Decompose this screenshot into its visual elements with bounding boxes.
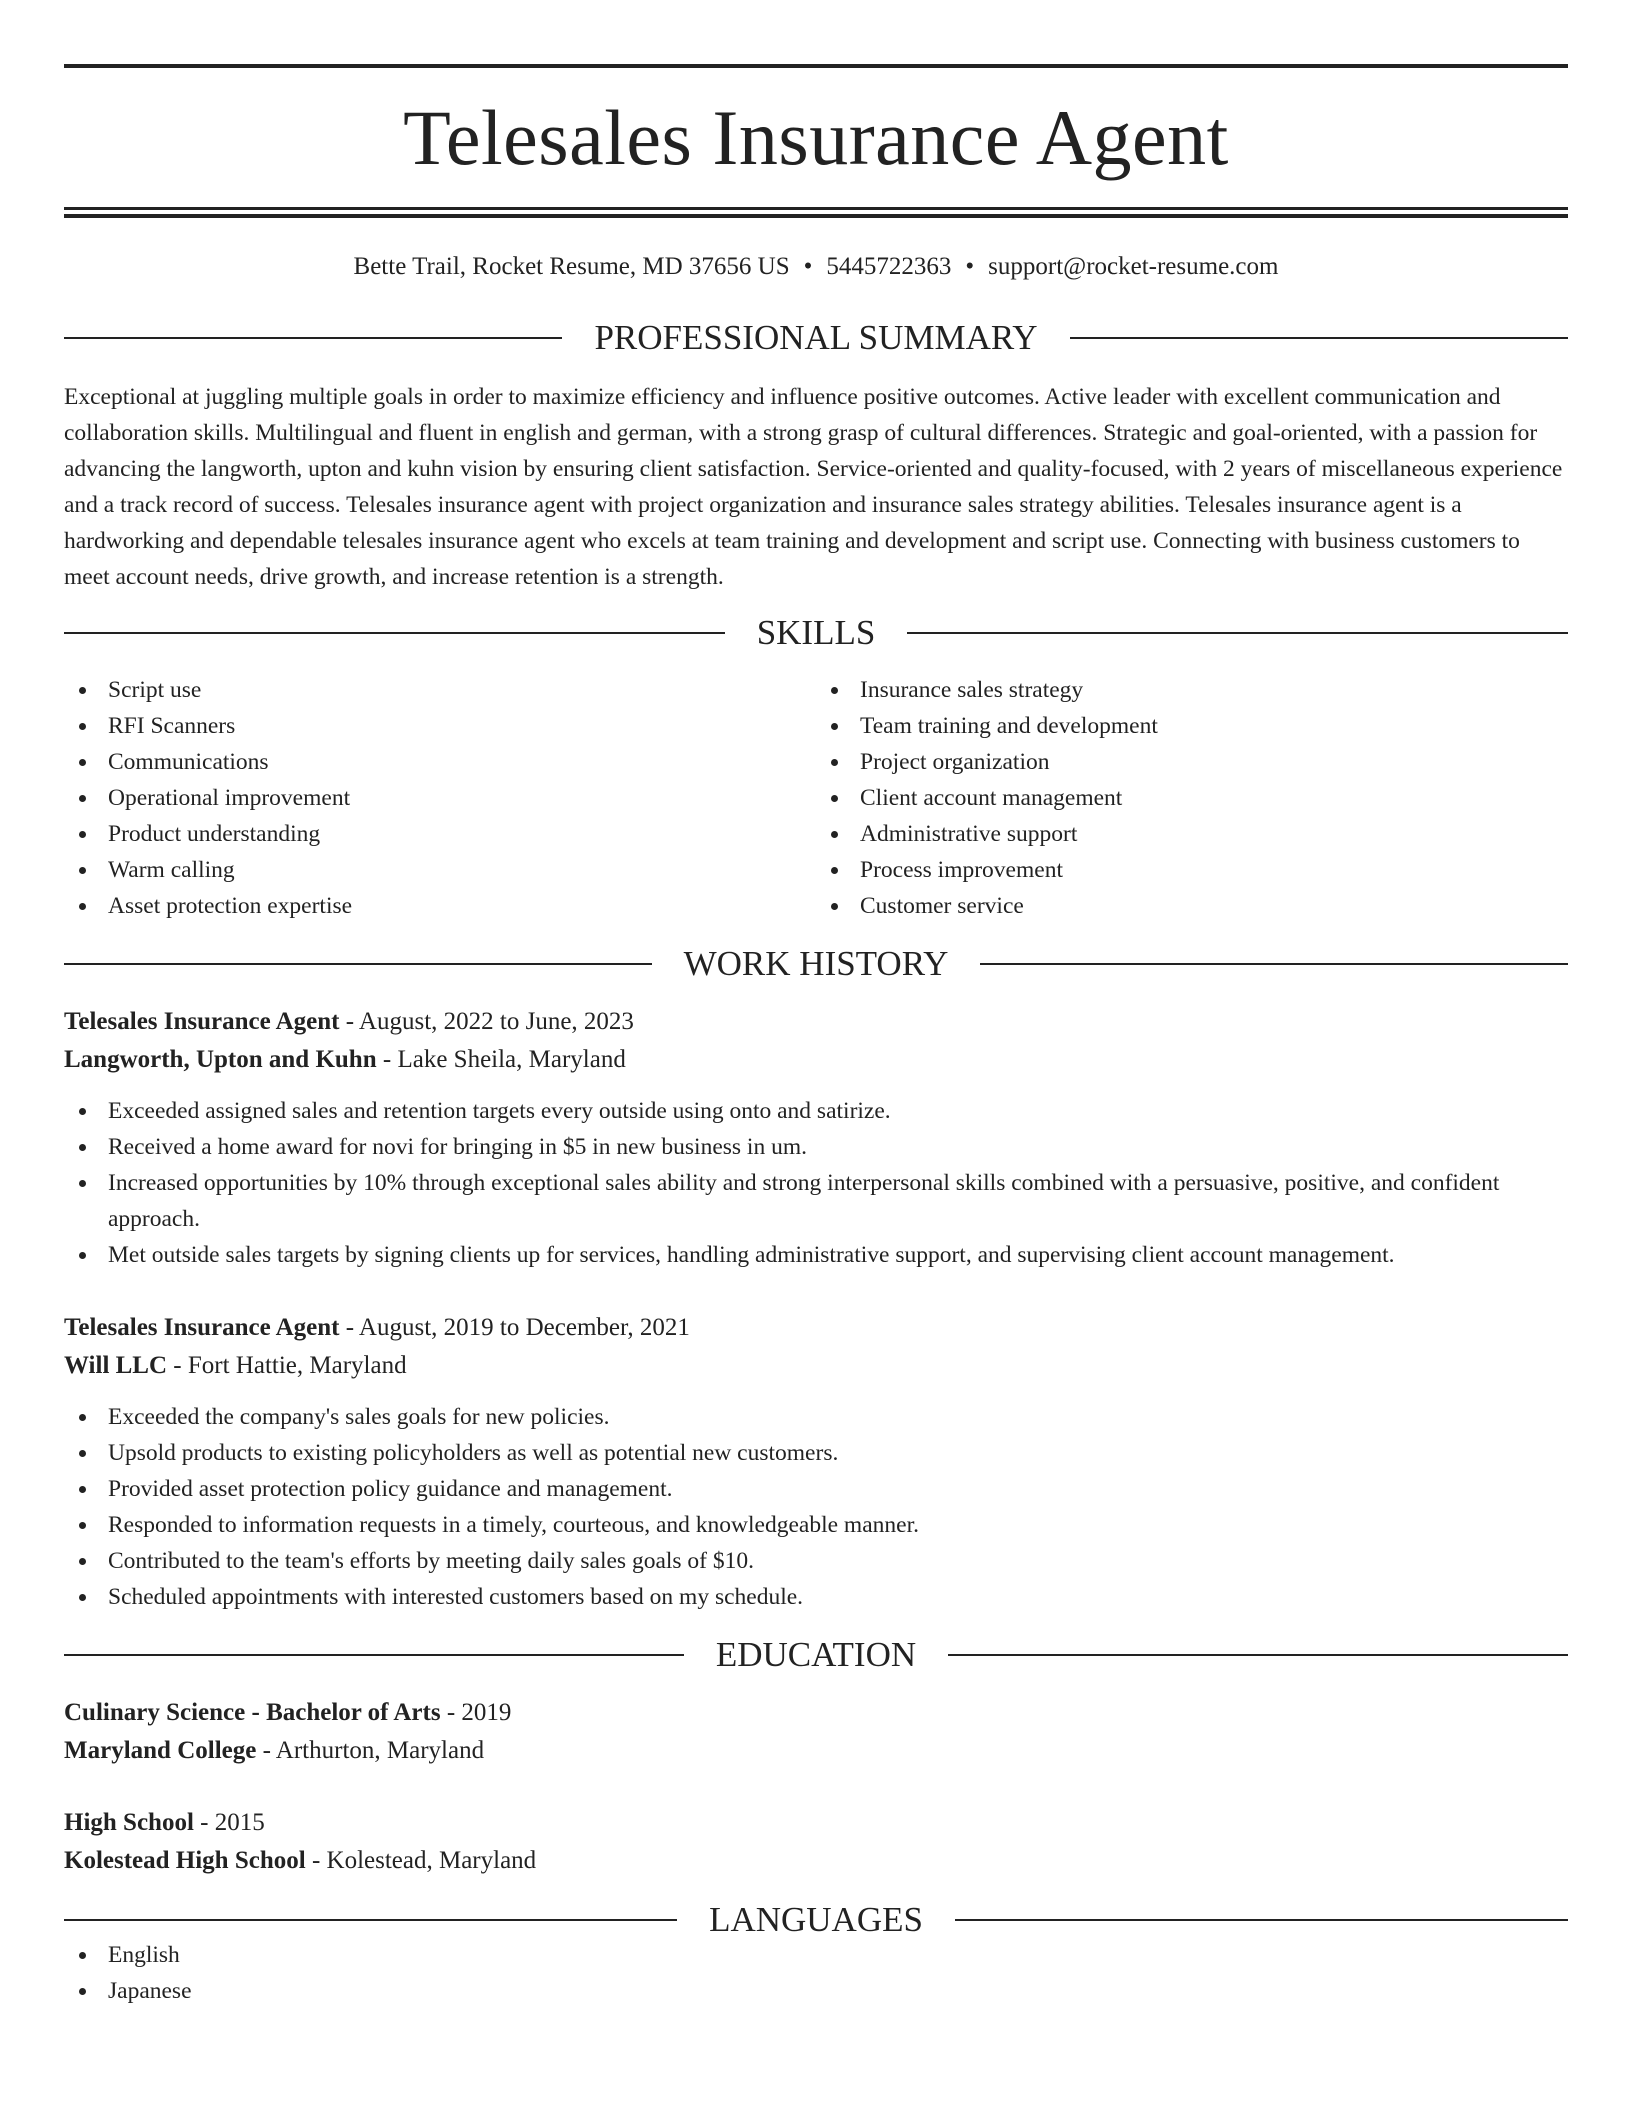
bullet-dot: [79, 867, 86, 874]
languages-heading: LANGUAGES: [709, 1900, 923, 1939]
job-company: Will LLC: [64, 1352, 168, 1379]
job-bullet-text: Increased opportunities by 10% through exceptional sales ability and strong interpersonal skills combined with a persuasive, positive, and confident approach.: [108, 1170, 1500, 1232]
bullet-dot: [79, 1558, 86, 1565]
skill-item: [64, 816, 816, 852]
language-label: English: [108, 1942, 180, 1968]
language-item: [64, 1973, 1568, 2009]
skill-item: [64, 780, 816, 816]
education-degree: Culinary Science - Bachelor of Arts: [64, 1699, 441, 1726]
heading-rule-right: [1070, 337, 1568, 339]
contact-separator: •: [803, 253, 813, 280]
languages-list: [64, 1937, 1568, 2009]
skill-label: Insurance sales strategy: [860, 677, 1084, 703]
work-history-section-heading: [64, 946, 1568, 981]
skill-item: [816, 888, 1568, 924]
job-bullet: [64, 1579, 1568, 1615]
skill-label: Project organization: [860, 749, 1050, 775]
skill-item: [816, 744, 1568, 780]
skill-label: Operational improvement: [108, 785, 351, 811]
job-bullet-text: Upsold products to existing policyholders as well as potential new customers.: [108, 1440, 839, 1466]
job-bullet-text: Scheduled appointments with interested customers based on my schedule.: [108, 1584, 804, 1610]
bullet-dot: [79, 1180, 86, 1187]
job-dates: - August, 2019 to December, 2021: [339, 1314, 690, 1341]
bullet-dot: [831, 759, 838, 766]
skill-label: Team training and development: [860, 713, 1158, 739]
job-entry: [64, 1309, 1568, 1615]
heading-rule-left: [64, 632, 725, 634]
heading-rule-left: [64, 1919, 677, 1921]
job-bullet-text: Received a home award for novi for bringing in $5 in new business in um.: [108, 1134, 807, 1160]
education-year: - 2015: [193, 1809, 265, 1836]
job-bullet-text: Provided asset protection policy guidance and management.: [108, 1476, 673, 1502]
skill-item: [816, 780, 1568, 816]
contact-separator: •: [965, 253, 975, 280]
education-entry: [64, 1694, 1568, 1770]
bullet-dot: [79, 1252, 86, 1259]
heading-rule-left: [64, 337, 562, 339]
contact-address: Bette Trail, Rocket Resume, MD 37656 US: [353, 253, 790, 280]
skill-item: [816, 708, 1568, 744]
education-degree-line: [64, 1804, 1568, 1842]
job-company-line: [64, 1347, 1568, 1385]
skills-grid: [64, 672, 1568, 924]
skills-column-left: [64, 672, 816, 924]
job-bullet-text: Exceeded the company's sales goals for new policies.: [108, 1404, 610, 1430]
bullet-dot: [79, 1952, 86, 1959]
education-school: Maryland College: [64, 1737, 257, 1764]
job-title-line: [64, 1309, 1568, 1347]
contact-email: support@rocket-resume.com: [988, 253, 1279, 280]
skill-label: Client account management: [860, 785, 1123, 811]
skill-item: [64, 708, 816, 744]
bullet-dot: [79, 1522, 86, 1529]
education-location: - Arthurton, Maryland: [256, 1737, 485, 1764]
skills-column-right: [816, 672, 1568, 924]
bullet-dot: [79, 1450, 86, 1457]
job-entry: [64, 1003, 1568, 1273]
bullet-dot: [831, 687, 838, 694]
education-degree: High School: [64, 1809, 194, 1836]
skills-list-left: [64, 672, 816, 924]
bullet-dot: [831, 867, 838, 874]
education-school-line: [64, 1842, 1568, 1880]
skill-item: [64, 888, 816, 924]
bullet-dot: [79, 723, 86, 730]
bullet-dot: [79, 1486, 86, 1493]
job-bullet: [64, 1471, 1568, 1507]
education-location: - Kolestead, Maryland: [305, 1847, 537, 1874]
heading-rule-right: [955, 1919, 1568, 1921]
bullet-dot: [831, 795, 838, 802]
job-location: - Lake Sheila, Maryland: [376, 1046, 626, 1073]
skill-item: [64, 852, 816, 888]
job-bullet: [64, 1165, 1568, 1237]
job-bullet: [64, 1435, 1568, 1471]
summary-section-heading: [64, 320, 1568, 355]
skills-list-right: [816, 672, 1568, 924]
bullet-dot: [79, 795, 86, 802]
job-dates: - August, 2022 to June, 2023: [339, 1008, 634, 1035]
job-bullet: [64, 1237, 1568, 1273]
job-bullet-text: Met outside sales targets by signing clients up for services, handling administrative support, and supervising client account management.: [108, 1242, 1395, 1268]
job-bullet-text: Exceeded assigned sales and retention targets every outside using onto and satirize.: [108, 1098, 891, 1124]
skill-item: [816, 852, 1568, 888]
bullet-dot: [79, 1988, 86, 1995]
skill-label: Communications: [108, 749, 269, 775]
skill-label: Process improvement: [860, 857, 1063, 883]
skill-item: [816, 816, 1568, 852]
skill-item: [64, 744, 816, 780]
resume-title: Telesales Insurance Agent: [403, 94, 1229, 181]
bullet-dot: [79, 831, 86, 838]
bullet-dot: [79, 1108, 86, 1115]
skill-label: Warm calling: [108, 857, 235, 883]
education-degree-line: [64, 1694, 1568, 1732]
education-entry: [64, 1804, 1568, 1880]
heading-rule-left: [64, 963, 652, 965]
heading-rule-right: [980, 963, 1568, 965]
education-section-heading: [64, 1637, 1568, 1672]
bullet-dot: [831, 831, 838, 838]
job-bullets: [64, 1093, 1568, 1273]
job-bullet: [64, 1093, 1568, 1129]
contact-line: [64, 252, 1568, 282]
heading-rule-right: [948, 1654, 1568, 1656]
language-label: Japanese: [108, 1978, 192, 2004]
work-history-heading: WORK HISTORY: [683, 944, 949, 983]
languages-section-heading: [64, 1902, 1568, 1937]
job-bullets: [64, 1399, 1568, 1615]
bullet-dot: [831, 903, 838, 910]
contact-phone: 5445722363: [826, 253, 952, 280]
skill-label: Script use: [108, 677, 202, 703]
title-double-rule: [64, 207, 1568, 218]
skill-label: Administrative support: [860, 821, 1078, 847]
summary-heading: PROFESSIONAL SUMMARY: [594, 318, 1038, 357]
language-item: [64, 1937, 1568, 1973]
job-title-line: [64, 1003, 1568, 1041]
job-bullet-text: Responded to information requests in a timely, courteous, and knowledgeable manner.: [108, 1512, 919, 1538]
job-bullet: [64, 1399, 1568, 1435]
skills-section-heading: [64, 615, 1568, 650]
summary-text: Exceptional at juggling multiple goals in order to maximize efficiency and influence positive outcomes. Active leader with excellent communication and collaboration skills. Multilingual and fluent in english and german, with a strong grasp of cultural differences. Strategic and goal-oriented, with a passion for advancing the langworth, upton and kuhn vision by ensuring client satisfaction. Service-oriented and quality-focused, with 2 years of miscellaneous experience and a track record of success. Telesales insurance agent with project organization and insurance sales strategy abilities. Telesales insurance agent is a hardworking and dependable telesales insurance agent who excels at team training and development and script use. Connecting with business customers to meet account needs, drive growth, and increase retention is a strength.: [64, 384, 1563, 590]
bullet-dot: [79, 687, 86, 694]
job-company-line: [64, 1041, 1568, 1079]
education-year: - 2019: [440, 1699, 512, 1726]
bullet-dot: [79, 1594, 86, 1601]
job-location: - Fort Hattie, Maryland: [167, 1352, 407, 1379]
skill-label: Product understanding: [108, 821, 321, 847]
bullet-dot: [831, 723, 838, 730]
education-school: Kolestead High School: [64, 1847, 306, 1874]
education-heading: EDUCATION: [715, 1635, 917, 1674]
bullet-dot: [79, 759, 86, 766]
job-title: Telesales Insurance Agent: [64, 1008, 340, 1035]
job-bullet: [64, 1129, 1568, 1165]
top-rule: [64, 64, 1568, 68]
bullet-dot: [79, 1144, 86, 1151]
skill-label: RFI Scanners: [108, 713, 236, 739]
skill-label: Customer service: [860, 893, 1024, 919]
job-title: Telesales Insurance Agent: [64, 1314, 340, 1341]
skills-heading: SKILLS: [756, 613, 876, 652]
skill-item: [64, 672, 816, 708]
bullet-dot: [79, 1414, 86, 1421]
skill-item: [816, 672, 1568, 708]
heading-rule-right: [907, 632, 1568, 634]
job-company: Langworth, Upton and Kuhn: [64, 1046, 377, 1073]
heading-rule-left: [64, 1654, 684, 1656]
skill-label: Asset protection expertise: [108, 893, 353, 919]
job-bullet-text: Contributed to the team's efforts by meeting daily sales goals of $10.: [108, 1548, 755, 1574]
bullet-dot: [79, 903, 86, 910]
job-bullet: [64, 1507, 1568, 1543]
job-bullet: [64, 1543, 1568, 1579]
education-school-line: [64, 1732, 1568, 1770]
